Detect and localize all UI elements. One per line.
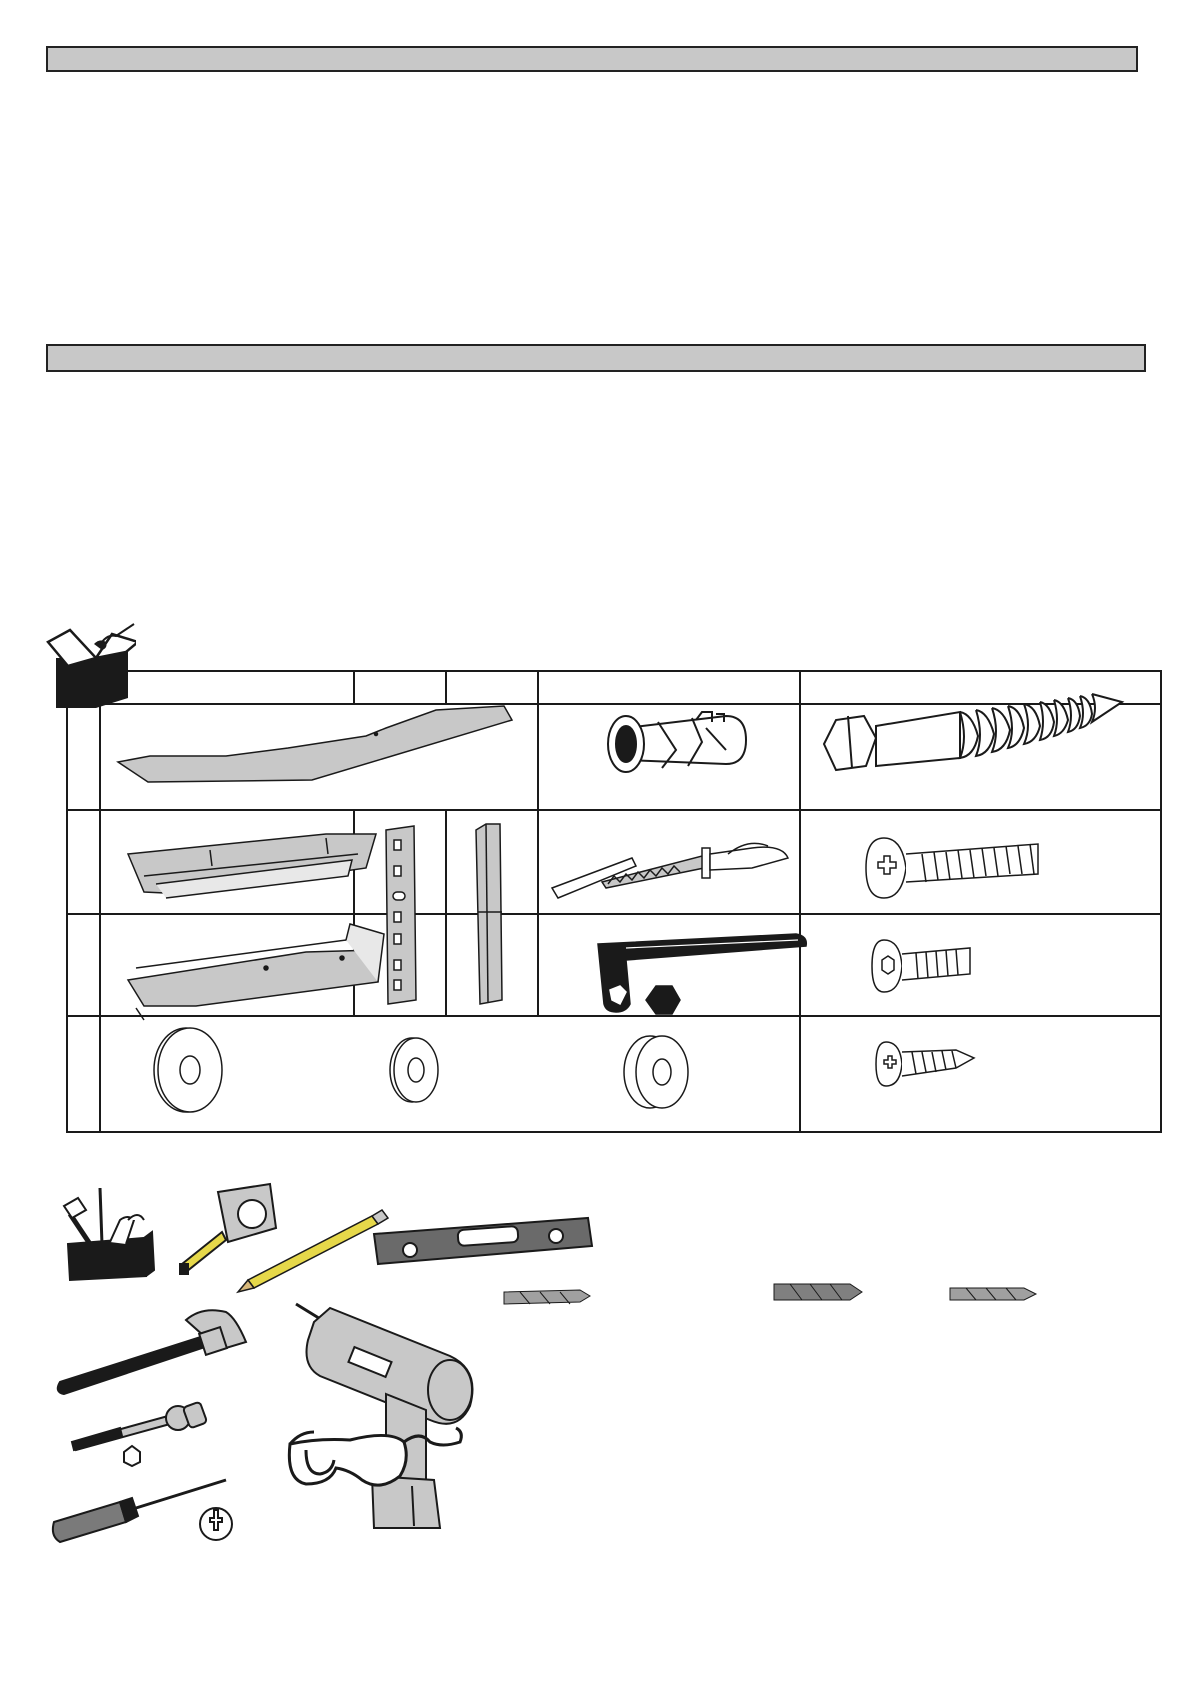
rail-cover-part xyxy=(476,824,502,1004)
wall-anchor-part xyxy=(608,712,746,772)
pan-head-screw-part xyxy=(876,1042,974,1086)
socket-cap-screw-part xyxy=(872,940,970,992)
toggle-anchor-part xyxy=(552,843,788,898)
drill-bit-icon xyxy=(504,1284,1036,1304)
mounting-rail-part xyxy=(386,826,416,1004)
front-trim-tray-part xyxy=(128,834,376,898)
hex-key-part xyxy=(598,934,806,1014)
section-header-bar-2 xyxy=(46,344,1146,372)
toolbox-icon xyxy=(64,1188,154,1280)
washer-large-part xyxy=(154,1028,222,1112)
safety-glasses-icon xyxy=(289,1428,461,1485)
power-drill-icon xyxy=(296,1304,473,1528)
tape-measure-icon xyxy=(180,1184,276,1274)
hammer-icon xyxy=(58,1310,246,1394)
lag-bolt-part xyxy=(824,694,1122,770)
section-header-bar-1 xyxy=(46,46,1138,72)
parts-table xyxy=(66,670,1162,1134)
spirit-level-icon xyxy=(374,1218,592,1264)
bracket-frame-part xyxy=(128,924,384,1020)
machine-screw-long-part xyxy=(866,838,1038,898)
socket-wrench-icon xyxy=(72,1402,207,1466)
tools-required-area xyxy=(50,1180,1150,1560)
screwdriver-icon xyxy=(53,1480,232,1542)
washer-medium-part xyxy=(390,1038,438,1102)
washer-thick-part xyxy=(624,1036,688,1108)
shelf-panel-part xyxy=(118,706,512,782)
